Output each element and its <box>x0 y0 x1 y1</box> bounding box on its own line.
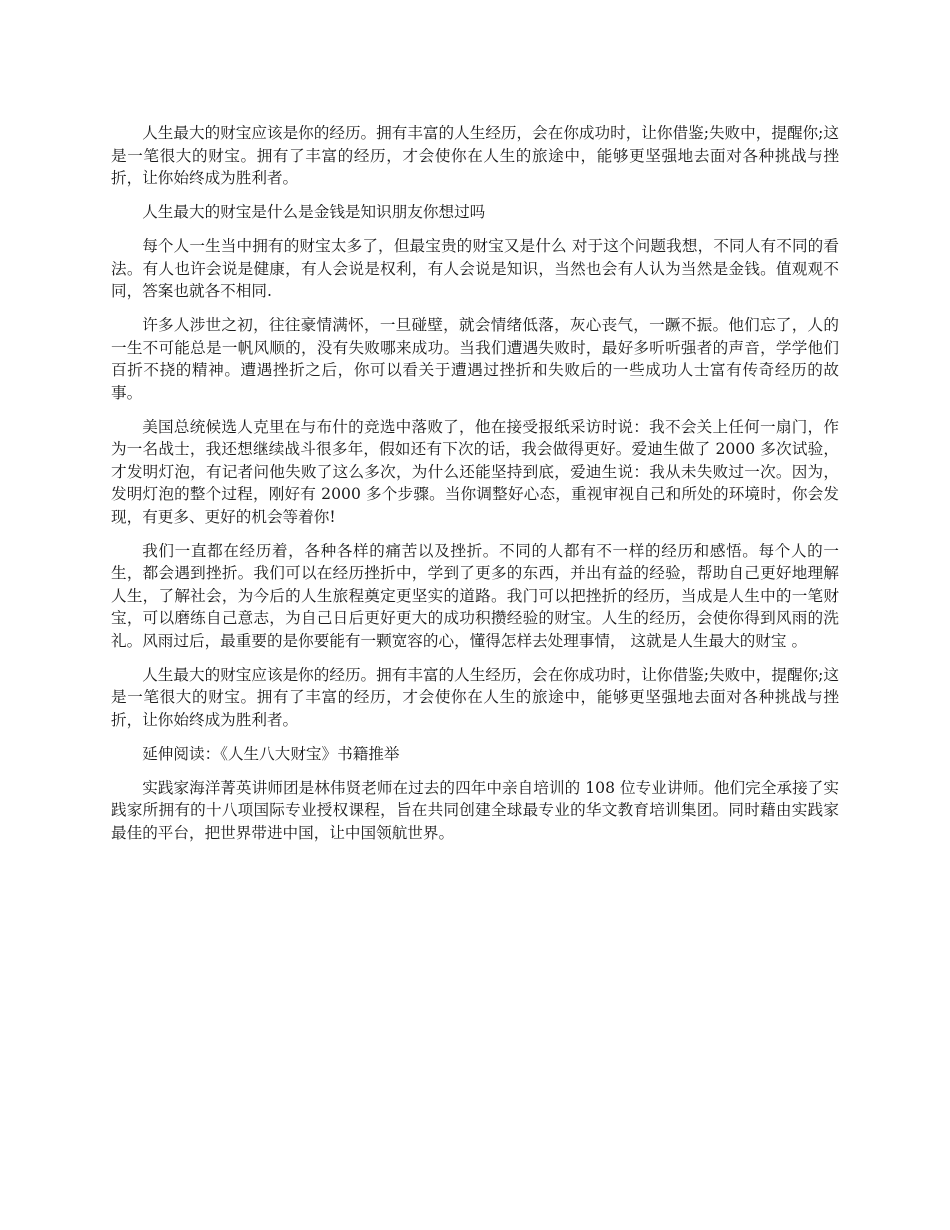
paragraph-kerry-edison: 美国总统候选人克里在与布什的竞选中落败了，他在接受报纸采访时说：我不会关上任何一扇门，作为一名战士，我还想继续战斗很多年，假如还有下次的话，我会做得更好。爱迪生做了 2000 多次试验，才发明灯泡，有记者问他失败了这么多次，为什么还能坚持到底，爱迪生说：我从未失败过一次。因为，发明灯泡的整个过程，刚好有 2000 多个步骤。当你调整好心态，重视审视自己和所处的环境时，你会发现，有更多、更好的机会等着你! <box>111 417 839 526</box>
paragraph-lecturers: 实践家海洋菁英讲师团是林伟贤老师在过去的四年中亲自培训的 108 位专业讲师。他们完全承接了实践家所拥有的十八项国际专业授权课程，旨在共同创建全球最专业的华文教育培训集团。同时藉由实践家最佳的平台，把世界带进中国，让中国领航世界。 <box>111 778 839 842</box>
paragraph-setbacks: 许多人涉世之初，往往豪情满怀，一旦碰壁，就会情绪低落，灰心丧气，一蹶不振。他们忘了，人的一生不可能总是一帆风顺的，没有失败哪来成功。当我们遭遇失败时，最好多听听强者的声音，学学他们百折不挠的精神。遭遇挫折之后，你可以看关于遭遇过挫折和失败后的一些成功人士富有传奇经历的故事。 <box>111 316 839 402</box>
paragraph-further-reading: 延伸阅读：《人生八大财宝》书籍推举 <box>142 744 400 763</box>
paragraph-views: 每个人一生当中拥有的财宝太多了，但最宝贵的财宝又是什么 对于这个问题我想，不同人有不同的看法。有人也许会说是健康，有人会说是权利，有人会说是知识，当然也会有人认为当然是金钱。值观观不同，答案也就各不相同. <box>111 237 839 300</box>
paragraph-experience: 我们一直都在经历着，各种各样的痛苦以及挫折。不同的人都有不一样的经历和感悟。每个人的一生，都会遇到挫折。我们可以在经历挫折中，学到了更多的东西，并出有益的经验，帮助自己更好地理解人生，了解社会，为今后的人生旅程奠定更坚实的道路。我门可以把挫折的经历，当成是人生中的一笔财宝，可以磨练自己意志，为自己日后更好更大的成功积攒经验的财宝。人生的经历，会使你得到风雨的洗礼。风雨过后，最重要的是你要能有一颗宽容的心，懂得怎样去处理事情， 这就是人生最大的财宝 。 <box>111 541 839 650</box>
paragraph-intro: 人生最大的财宝应该是你的经历。拥有丰富的人生经历，会在你成功时，让你借鉴;失败中，提醒你;这是一笔很大的财宝。拥有了丰富的经历，才会使你在人生的旅途中，能够更坚强地去面对各种挑战与挫折，让你始终成为胜利者。 <box>111 124 839 187</box>
paragraph-question: 人生最大的财宝是什么是金钱是知识朋友你想过吗 <box>142 203 486 221</box>
document-page <box>111 122 839 856</box>
paragraph-conclusion: 人生最大的财宝应该是你的经历。拥有丰富的人生经历，会在你成功时，让你借鉴;失败中，提醒你;这是一笔很大的财宝。拥有了丰富的经历，才会使你在人生的旅途中，能够更坚强地去面对各种挑战与挫折，让你始终成为胜利者。 <box>111 665 839 729</box>
